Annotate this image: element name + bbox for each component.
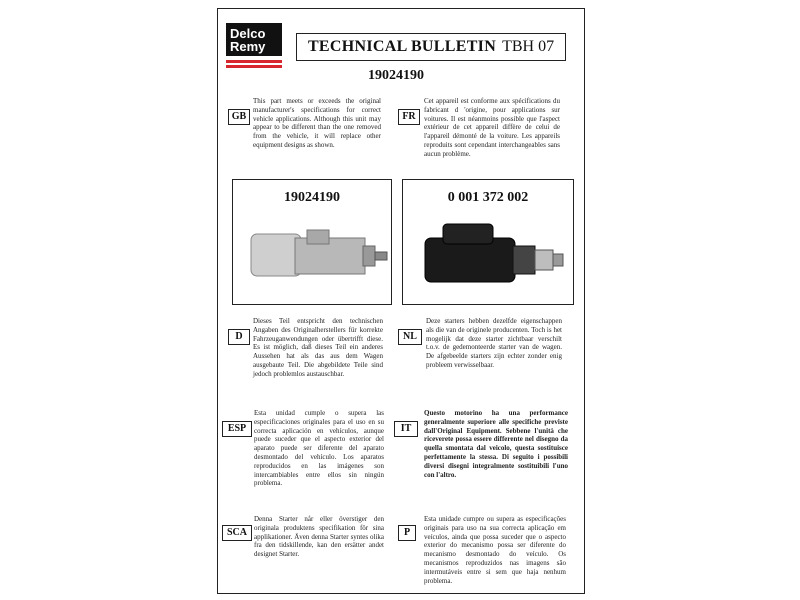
starter-motor-image-silver — [233, 208, 391, 304]
paragraph-esp: Esta unidad cumple o supera las especificaciones originales para el uso en su correcta aplicación en vehículos, aunque puede suceder que el aspecto exterior del aparato puede ser diferente del aparato desmontado del vehículo. Los aparatos reproducidos en las imágenes son intercambiables entre ellos sin ningún problema. — [254, 409, 384, 488]
bulletin-code: TBH 07 — [502, 38, 555, 55]
lang-tag-nl: NL — [398, 329, 422, 345]
logo-line-remy: Remy — [230, 39, 266, 54]
paragraph-gb: This part meets or exceeds the original manufacturer's specifications for correct vehicle applications. Although this unit may appear to be different than the one removed from the vehicle, it will replace other equipment designs as shown. — [253, 97, 381, 149]
lang-tag-d: D — [228, 329, 250, 345]
header-part-number: 19024190 — [368, 68, 424, 83]
paragraph-it: Questo motorino ha una performance generalmente superiore alle specifiche previste dall'Original Equipment. Sebbene l'unità che riceverete possa essere differente nel disegno da quella smontata dal veicolo, questa sostituisce perfettamente la stessa. Di seguito i possibili diversi disegni integralmente sostituibili l'uno con l'altro. — [424, 409, 568, 479]
photo-frame-left — [232, 179, 392, 305]
photo-label-right: 0 001 372 002 — [447, 190, 529, 205]
delco-remy-logo — [226, 23, 282, 70]
logo-line-delco: Delco — [230, 26, 266, 41]
paragraph-d: Dieses Teil entspricht den technischen Angaben des Originalherstellers für korrekte Fahrzeuganwendungen oder übertrifft diese. Es ist möglich, daß dieses Teil ein anderes Aussehen hat als das aus dem Wagen ausgebaute Teil. Die abgebildete Teile sind jedoch problemlos austauschbar. — [253, 317, 383, 378]
lang-tag-it: IT — [394, 421, 418, 437]
photo-label-left: 19024190 — [284, 190, 340, 205]
starter-motor-image-black — [403, 208, 573, 304]
bulletin-title: TECHNICAL BULLETIN — [307, 38, 497, 55]
bulletin-title-box — [296, 33, 566, 61]
logo-red-stripes — [226, 60, 282, 68]
paragraph-p: Esta unidade cumpre ou supera as especificações originais para uso na sua correcta aplicação em veículos, ainda que possa suceder que o aspecto exterior do mecanismo possa ser diferente do mecanismo desmontado do veículo. Os mecanismos reproduzidos nas imagens são intermutáveis entre si sem que haja nenhum problema. — [424, 515, 566, 585]
lang-tag-esp: ESP — [222, 421, 252, 437]
photo-frame-right — [402, 179, 574, 305]
lang-tag-sca: SCA — [222, 525, 252, 541]
lang-tag-fr: FR — [398, 109, 420, 125]
lang-tag-p: P — [398, 525, 416, 541]
paragraph-sca: Denna Starter når eller överstiger den originala produktens specifikation för sina applikationer. Även denna Starter syntes olika fra den tidskillende, kan den ersätter andet designet Starter. — [254, 515, 384, 559]
paragraph-nl: Deze starters hebben dezelfde eigenschappen als die van de originele producenten. Toch is het mogelijk dat deze starter zichtbaar verschilt t.o.v. de gedemonteerde starter van de wagen. De afgebeelde starters zijn echter zonder enig probleem verwisselbaar. — [426, 317, 562, 369]
lang-tag-gb: GB — [228, 109, 250, 125]
technical-bulletin-sheet — [217, 8, 585, 594]
paragraph-fr: Cet appareil est conforme aux spécifications du fabricant d 'origine, pour applications sur voitures. Il est néanmoins possible que l'aspect extérieur de cet appareil diffère de celui de l'appareil démonté de la voiture. Les appareils reproduits sont cependant interchangeables sans aucun problème. — [424, 97, 560, 158]
